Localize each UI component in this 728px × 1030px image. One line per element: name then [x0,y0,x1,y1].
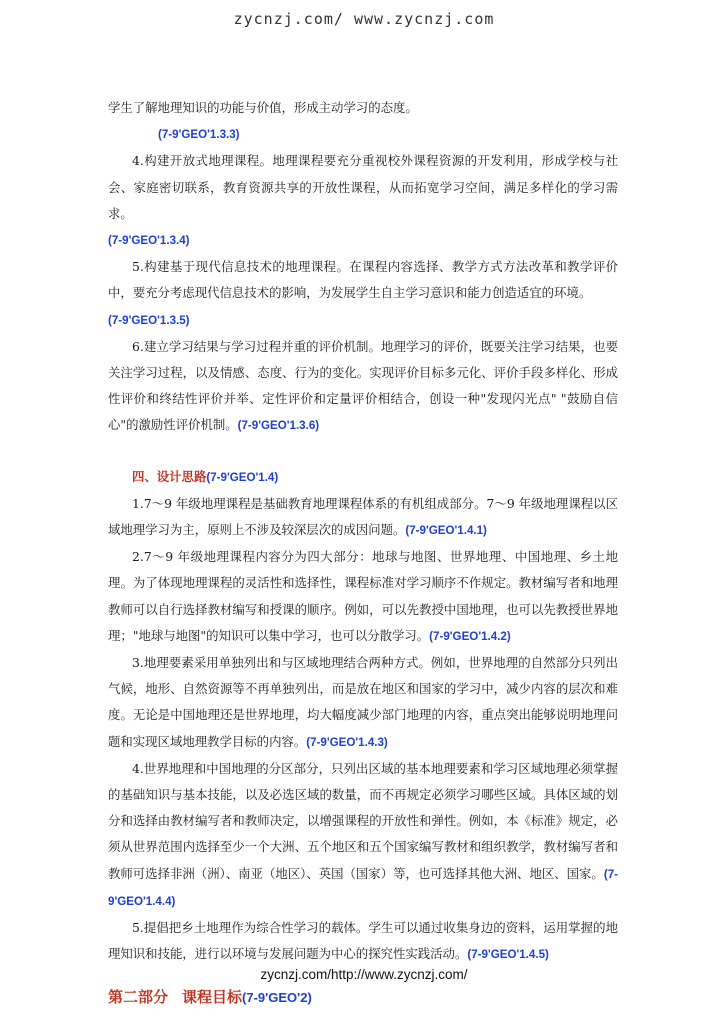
page-footer: zycnzj.com/http://www.zycnzj.com/ [260,967,468,982]
reference-code [108,307,618,334]
reference-code [108,227,618,254]
paragraph-text: 2.7～9 年级地理课程内容分为四大部分：地球与地图、世界地理、中国地理、乡土地理。为了体现地理课程的灵活性和选择性，课程标准对学习顺序不作规定。教材编写者和地理教师可以自行选择教材编写和授课的顺序。例如，可以先教授中国地理，也可以先教授世界地理；"地球与地图"的知识可以集中学习，也可以分散学习。 [108,549,618,643]
part-label: 第二部分 [108,987,169,1006]
reference-code-text: (7-9'GEO'1.3.6) [237,419,320,433]
section-title: 四、设计思路 [132,468,207,484]
design-item-3 [108,650,618,756]
spacer [108,440,618,464]
design-item-5 [108,915,618,968]
reference-code [108,121,618,148]
reference-code-text: (7-9'GEO'1.4) [206,470,279,484]
paragraph-text: 1.7～9 年级地理课程是基础教育地理课程体系的有机组成部分。7～9 年级地理课程以区域地理学习为主，原则上不涉及较深层次的成因问题。 [108,495,618,538]
reference-code-text: (7-9'GEO'1.4.1) [405,524,487,538]
reference-code-text: (7-9'GEO'1.4.2) [429,629,511,643]
design-item-1 [108,491,618,544]
paragraph-text: 3.地理要素采用单独列出和与区域地理结合两种方式。例如，世界地理的自然部分只列出气候，地形、自然资源等不再单独列出，而是放在地区和国家的学习中，减少内容的层次和难度。无论是中国地理还是世界地理，均大幅度减少部门地理的内容，重点突出能够说明地理问题和实现区域地理教学目标的内容。 [108,655,618,749]
paragraph-item-5: 5.构建基于现代信息技术的地理课程。在课程内容选择、教学方式方法改革和教学评价中，要充分考虑现代信息技术的影响，为发展学生自主学习意识和能力创造适宜的环境。 [108,259,618,301]
paragraph-item-6 [108,334,618,440]
paragraph-text: 4.世界地理和中国地理的分区部分，只列出区域的基本地理要素和学习区域地理必须掌握的基础知识与基本技能，以及必选区域的数量，而不再规定必须学习哪些区域。具体区域的划分和选择由教材编写者和教师决定，以增强课程的开放性和弹性。例如，本《标准》规定，必须从世界范围内选择至少一个大洲、五个地区和五个国家编写教材和组织教学，教材编写者和教师可选择非洲（洲）、南亚（地区）、英国（国家）等，也可选择其他大洲、地区、国家。 [108,760,618,881]
design-item-4 [108,756,618,915]
design-item-2 [108,544,618,650]
paragraph-continuation: 学生了解地理知识的功能与价值，形成主动学习的态度。 [108,100,418,115]
paragraph-text: 6.建立学习结果与学习过程并重的评价机制。地理学习的评价，既要关注学习结果，也要关注学习过程，以及情感、态度、行为的变化。实现评价目标多元化、评价手段多样化、形成性评价和终结性评价并举、定性评价和定量评价相结合，创设一种"发现闪光点" "鼓励自信心"的激励性评价机制。 [108,338,618,433]
reference-code-text: (7-9'GEO'2) [242,989,312,1005]
reference-code-text: (7-9'GEO'1.3.4) [108,234,190,248]
reference-code-text: (7-9'GEO'1.4.3) [306,735,388,749]
reference-code-text: (7-9'GEO'1.4.4) [108,867,618,908]
reference-code-text: (7-9'GEO'1.3.5) [108,313,190,327]
paragraph-item-4: 4.构建开放式地理课程。地理课程要充分重视校外课程资源的开发利用，形成学校与社会、家庭密切联系，教育资源共享的开放性课程，从而拓宽学习空间，满足多样化的学习需求。 [108,153,618,221]
part-heading [108,983,618,1012]
part-title: 课程目标 [182,987,243,1006]
reference-code-text: (7-9'GEO'1.4.5) [467,948,549,962]
paragraph-text: 5.提倡把乡土地理作为综合性学习的载体。学生可以通过收集身边的资料，运用掌握的地理知识和技能，进行以环境与发展问题为中心的探究性实践活动。 [108,920,618,962]
section-heading [108,464,618,491]
document-body [108,95,618,1012]
page-header: zycnzj.com/ www.zycnzj.com [233,10,495,28]
reference-code-text: (7-9'GEO'1.3.3) [158,128,240,142]
